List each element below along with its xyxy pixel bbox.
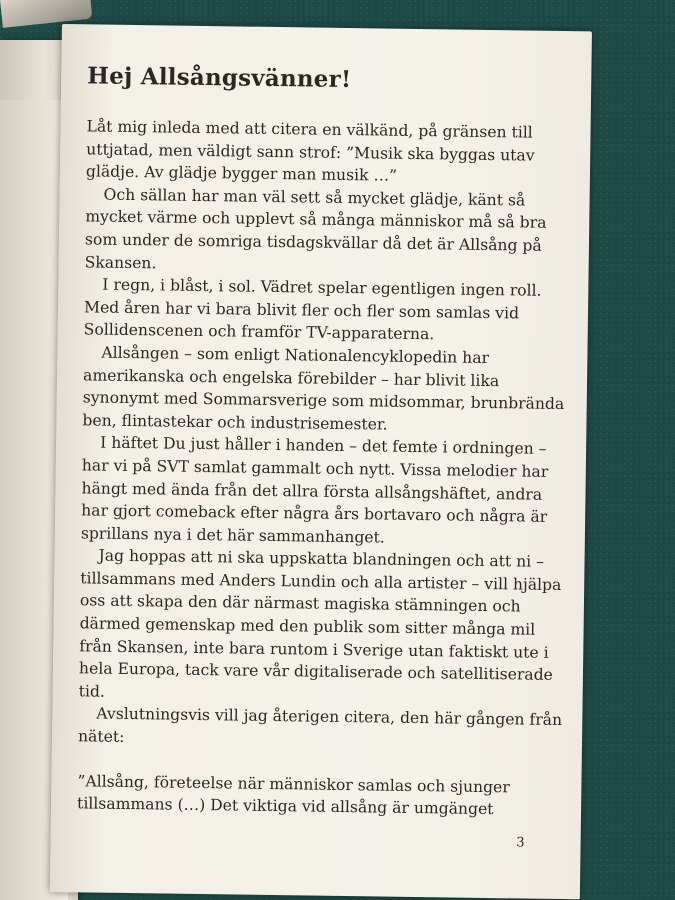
booklet-page xyxy=(50,24,592,899)
page-title: Hej Allsångsvänner! xyxy=(87,62,352,94)
paragraph-4: Allsången – som enligt Nationalencyklopedin har amerikanska och engelska förebilder – har blivit lika synonymt med Sommarsverige som midsommar, brunbrända ben, flintastekar och industrisemester. xyxy=(82,343,565,434)
paragraph-5: I häftet Du just håller i handen – det femte i ordningen – har vi på SVT samlat gammalt och nytt. Vissa melodier har hängt med ända från det allra första allsångshäftet, andra har gjort comeback efter några års bortavaro och några är sprillans nya i det här sammanhanget. xyxy=(80,433,549,547)
paragraph-6: Jag hoppas att ni ska uppskatta blandningen och att ni – tillsammans med Anders Lundin och alla artister – vill hjälpa oss att skapa den där närmast magiska stämningen och därmed gemenskap med den publik som sitter många mil från Skansen, inte bara runtom i Sverige utan faktiskt ute i hela Europa, tack vare vår digitaliserade och satellitiserade tid. xyxy=(78,546,562,701)
paragraph-1: Låt mig inleda med att citera en välkänd, på gränsen till uttjatad, men väldigt sann strof: ”Musik ska byggas utav glädje. Av glädje bygger man musik …” xyxy=(85,117,535,185)
paragraph-3: I regn, i blåst, i sol. Vädret spelar egentligen ingen roll. Med åren har vi bara blivit fler och fler som samlas vid Sollidenscenen och framför TV-apparaterna. xyxy=(83,275,542,344)
page-number: 3 xyxy=(516,835,525,851)
page-content xyxy=(77,62,572,822)
paragraph-7: Avslutningsvis vill jag återigen citera, den här gången från nätet: xyxy=(77,704,563,746)
quote-paragraph: ”Allsång, företeelse när människor samlas och sjunger tillsammans (…) Det viktiga vid allsång är umgänget xyxy=(76,771,510,819)
paragraph-2: Och sällan har man väl sett så mycket glädje, känt så mycket värme och upplevt så många människor må så bra som under de somriga tisdagskvällar då det är Allsång på Skansen. xyxy=(84,185,547,272)
